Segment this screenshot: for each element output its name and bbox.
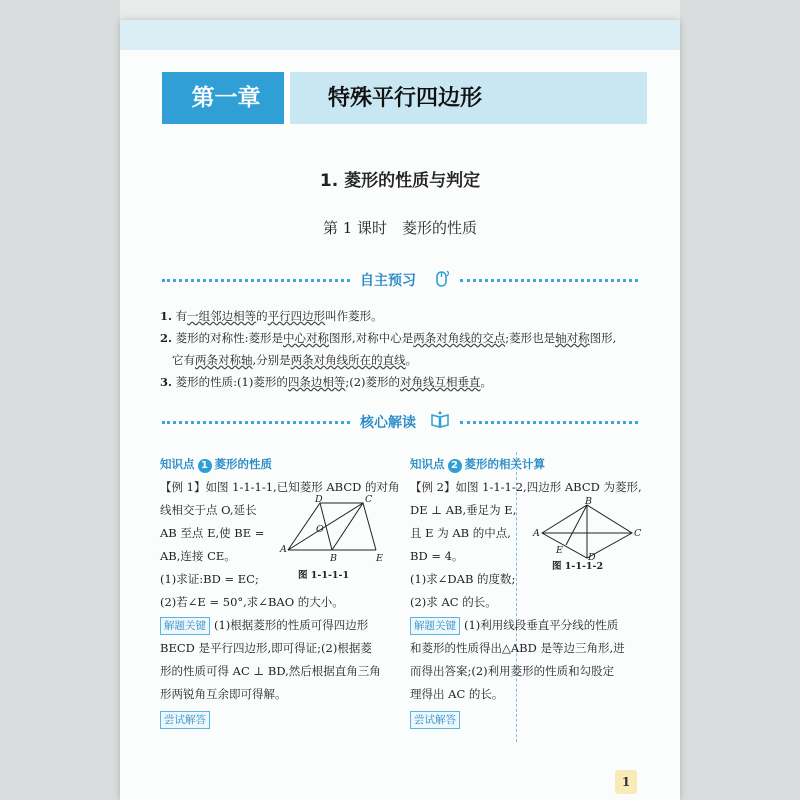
figure-1-1-1-2 xyxy=(532,496,642,563)
preview-item-2-cont: 它有两条对称轴,分别是两条对角线所在的直线。 xyxy=(172,353,418,367)
chapter-header xyxy=(162,72,647,124)
key-hint-2-line: 而得出答案;(2)利用菱形的性质和勾股定 xyxy=(410,664,615,678)
chapter-title: 特殊平行四边形 xyxy=(328,85,483,111)
knowledge-point-2 xyxy=(410,452,680,731)
example-2-line: (2)求 AC 的长。 xyxy=(410,595,497,609)
example-1-line: AB,连接 CE。 xyxy=(160,549,236,563)
fig1-label-a: A xyxy=(280,544,287,555)
fig2-label-d: D xyxy=(588,552,596,563)
example-2-line: BD = 4。 xyxy=(410,549,464,563)
figure-caption-1: 图 1-1-1-1 xyxy=(298,570,350,581)
key-hint-2-line: 解题关键 (1)利用线段垂直平分线的性质 xyxy=(410,614,680,637)
key-hint-1-line: BECD 是平行四边形,即可得证;(2)根据菱 xyxy=(160,641,372,655)
figure-1-1-1-1 xyxy=(280,494,383,564)
fig2-label-c: C xyxy=(634,528,642,539)
page-number: 1 xyxy=(615,770,637,794)
preview-heading: 自主预习 xyxy=(360,273,416,289)
preview-item-3: 3. 菱形的性质:(1)菱形的四条边相等;(2)菱形的对角线互相垂直。 xyxy=(160,375,493,389)
example-2-line: 且 E 为 AB 的中点, xyxy=(410,526,511,540)
key-hint-tag: 解题关键 xyxy=(160,617,210,635)
fig1-label-o: O xyxy=(316,524,324,535)
example-1-line: AB 至点 E,使 BE = xyxy=(160,526,265,540)
fig1-label-d: D xyxy=(315,494,323,505)
try-answer-tag[interactable]: 尝试解答 xyxy=(160,711,210,729)
right-page-bleed xyxy=(680,0,800,800)
key-hint-tag: 解题关键 xyxy=(410,617,460,635)
fig1-label-b: B xyxy=(330,553,337,564)
example-1-line: 线相交于点 O,延长 xyxy=(160,503,257,517)
figure-caption-2: 图 1-1-1-2 xyxy=(552,561,604,572)
example-1-line: (1)求证:BD = EC; xyxy=(160,572,259,586)
kp2-heading: 知识点 2 菱形的相关计算 xyxy=(410,457,545,471)
core-heading: 核心解读 xyxy=(360,415,416,431)
example-2-line: (1)求∠DAB 的度数; xyxy=(410,572,516,586)
section-title: 1. 菱形的性质与判定 xyxy=(319,171,481,191)
core-heading-band xyxy=(162,412,638,432)
key-hint-1-line: 形两锐角互余即可得解。 xyxy=(160,687,287,701)
page-top-band xyxy=(120,20,680,50)
example-2-line: DE ⊥ AB,垂足为 E, xyxy=(410,503,517,517)
preview-heading-band xyxy=(162,270,638,290)
fig2-label-e: E xyxy=(556,545,563,556)
book-page xyxy=(120,20,680,800)
fig1-label-c: C xyxy=(365,494,373,505)
example-1-line: 【例 1】如图 1-1-1-1,已知菱形 ABCD 的对角 xyxy=(160,480,400,494)
kp1-heading: 知识点 1 菱形的性质 xyxy=(160,457,272,471)
preview-item-2: 2. 菱形的对称性:菱形是中心对称图形,对称中心是两条对角线的交点;菱形也是轴对称图形, xyxy=(160,331,617,345)
key-hint-1-line: 形的性质可得 AC ⊥ BD,然后根据直角三角 xyxy=(160,664,381,678)
fig1-label-e: E xyxy=(376,553,383,564)
lesson-title: 第 1 课时 菱形的性质 xyxy=(322,219,478,237)
left-page-bleed xyxy=(0,0,120,800)
book-icon xyxy=(430,410,450,430)
key-hint-2-line: 和菱形的性质得出△ABD 是等边三角形,进 xyxy=(410,641,625,655)
fig2-label-b: B xyxy=(585,496,592,507)
example-2-line: 【例 2】如图 1-1-1-2,四边形 ABCD 为菱形, xyxy=(410,480,642,494)
try-answer-tag[interactable]: 尝试解答 xyxy=(410,711,460,729)
mouse-icon xyxy=(432,268,452,288)
fig2-label-a: A xyxy=(533,528,540,539)
preview-item-1: 1. 有一组邻边相等的平行四边形叫作菱形。 xyxy=(160,309,383,323)
example-1-line: (2)若∠E = 50°,求∠BAO 的大小。 xyxy=(160,595,344,609)
chapter-label: 第一章 xyxy=(162,72,290,124)
key-hint-2-line: 理得出 AC 的长。 xyxy=(410,687,504,701)
key-hint-1-line: 解题关键 (1)根据菱形的性质可得四边形 xyxy=(160,614,510,637)
